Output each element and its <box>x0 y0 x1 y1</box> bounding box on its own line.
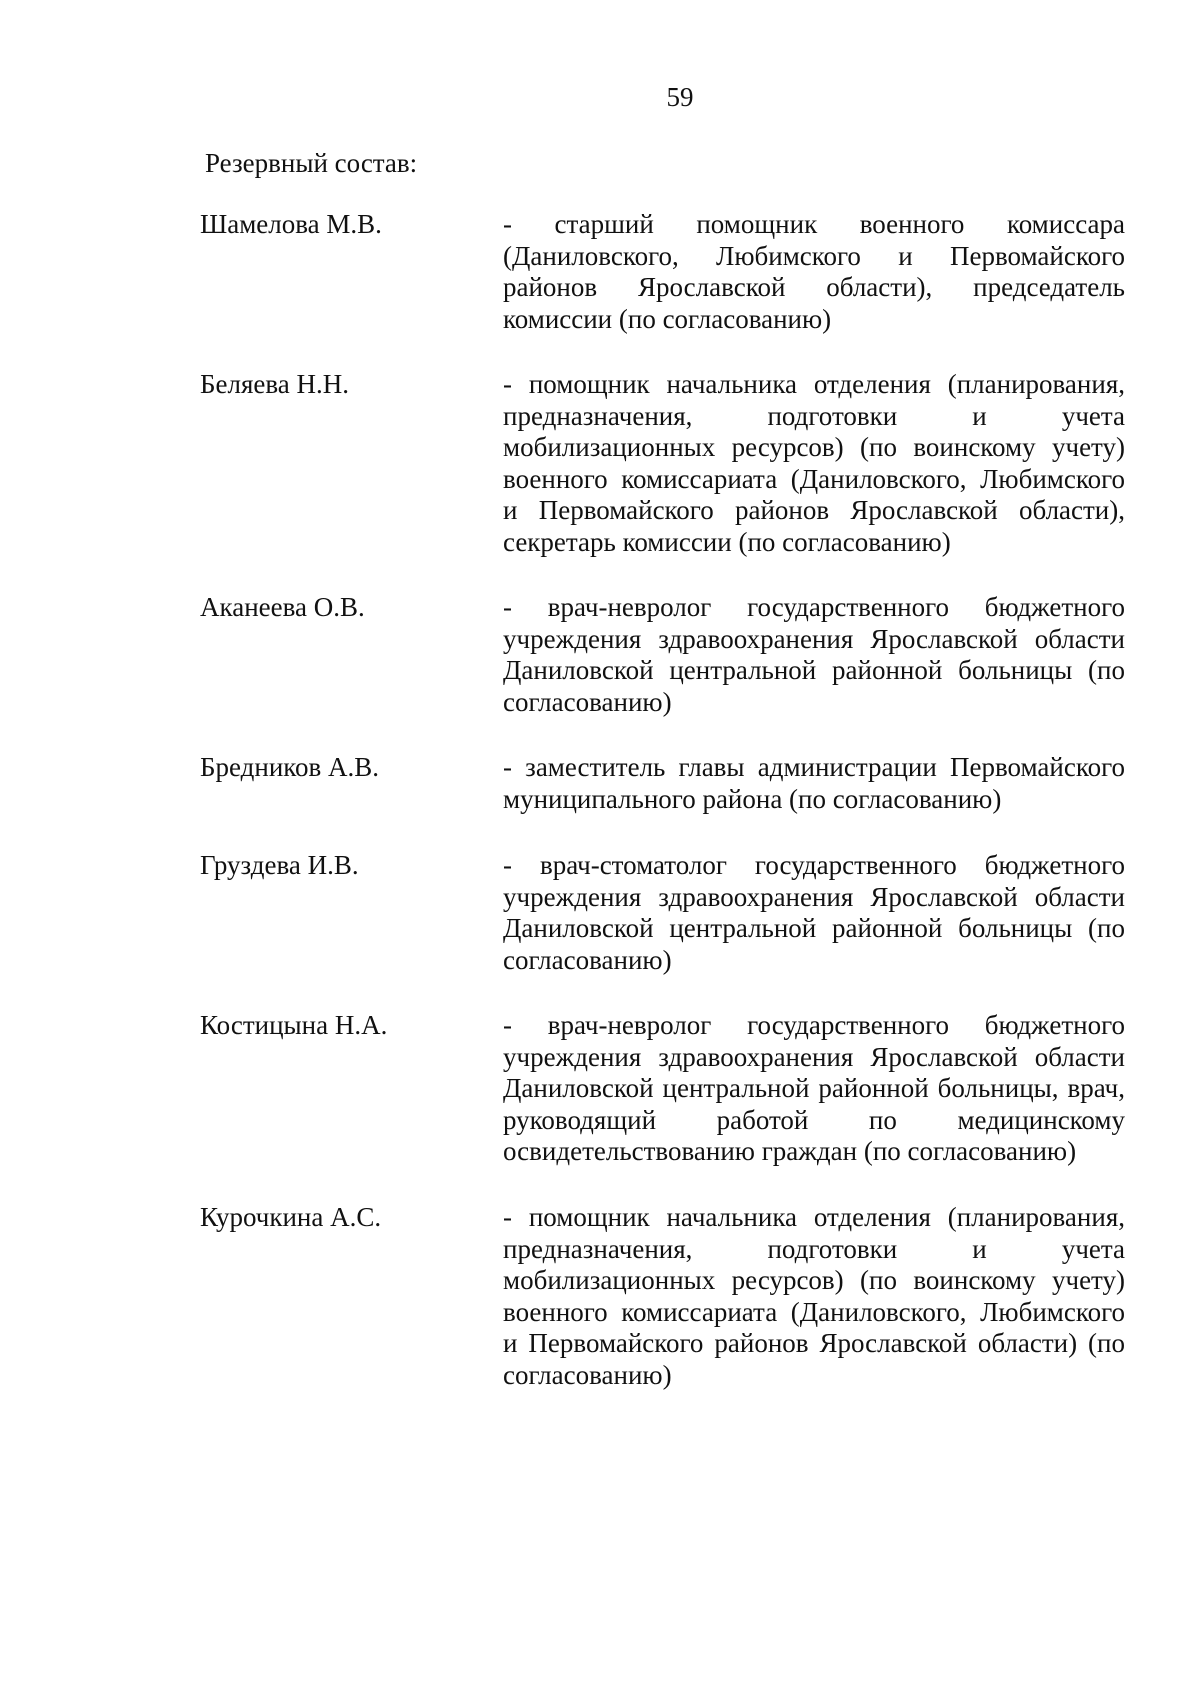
member-description: - заместитель главы администрации Первомайского муниципального района (по согласованию) <box>503 752 1125 814</box>
page-number: 59 <box>666 82 694 112</box>
member-name: Курочкина А.С. <box>200 1202 382 1232</box>
member-name: Бредников А.В. <box>200 752 380 782</box>
member-description: - помощник начальника отделения (планирования, предназначения, подготовки и учета мобилизационных ресурсов) (по воинскому учету) военного комиссариата (Даниловского, Любимского и Первомайского районов Ярославской области), секретарь комиссии (по согласованию) <box>503 369 1125 557</box>
section-title: Резервный состав: <box>205 148 418 178</box>
member-description: - врач-невролог государственного бюджетного учреждения здравоохранения Ярославской области Даниловской центральной районной больницы (по согласованию) <box>503 592 1125 717</box>
member-name: Аканеева О.В. <box>200 592 365 622</box>
member-name: Костицына Н.А. <box>200 1010 388 1040</box>
member-name: Груздева И.В. <box>200 850 359 880</box>
member-description: - врач-стоматолог государственного бюджетного учреждения здравоохранения Ярославской области Даниловской центральной районной больницы (по согласованию) <box>503 850 1125 975</box>
member-description: - врач-невролог государственного бюджетного учреждения здравоохранения Ярославской области Даниловской центральной районной больницы, врач, руководящий работой по медицинскому освидетельствованию граждан (по согласованию) <box>503 1010 1125 1166</box>
member-description: - старший помощник военного комиссара (Даниловского, Любимского и Первомайского районов Ярославской области), председатель комиссии (по согласованию) <box>503 209 1125 334</box>
member-name: Шамелова М.В. <box>200 209 382 239</box>
member-name: Беляева Н.Н. <box>200 369 349 399</box>
member-description: - помощник начальника отделения (планирования, предназначения, подготовки и учета мобилизационных ресурсов) (по воинскому учету) военного комиссариата (Даниловского, Любимского и Первомайского районов Ярославской области) (по согласованию) <box>503 1202 1125 1390</box>
